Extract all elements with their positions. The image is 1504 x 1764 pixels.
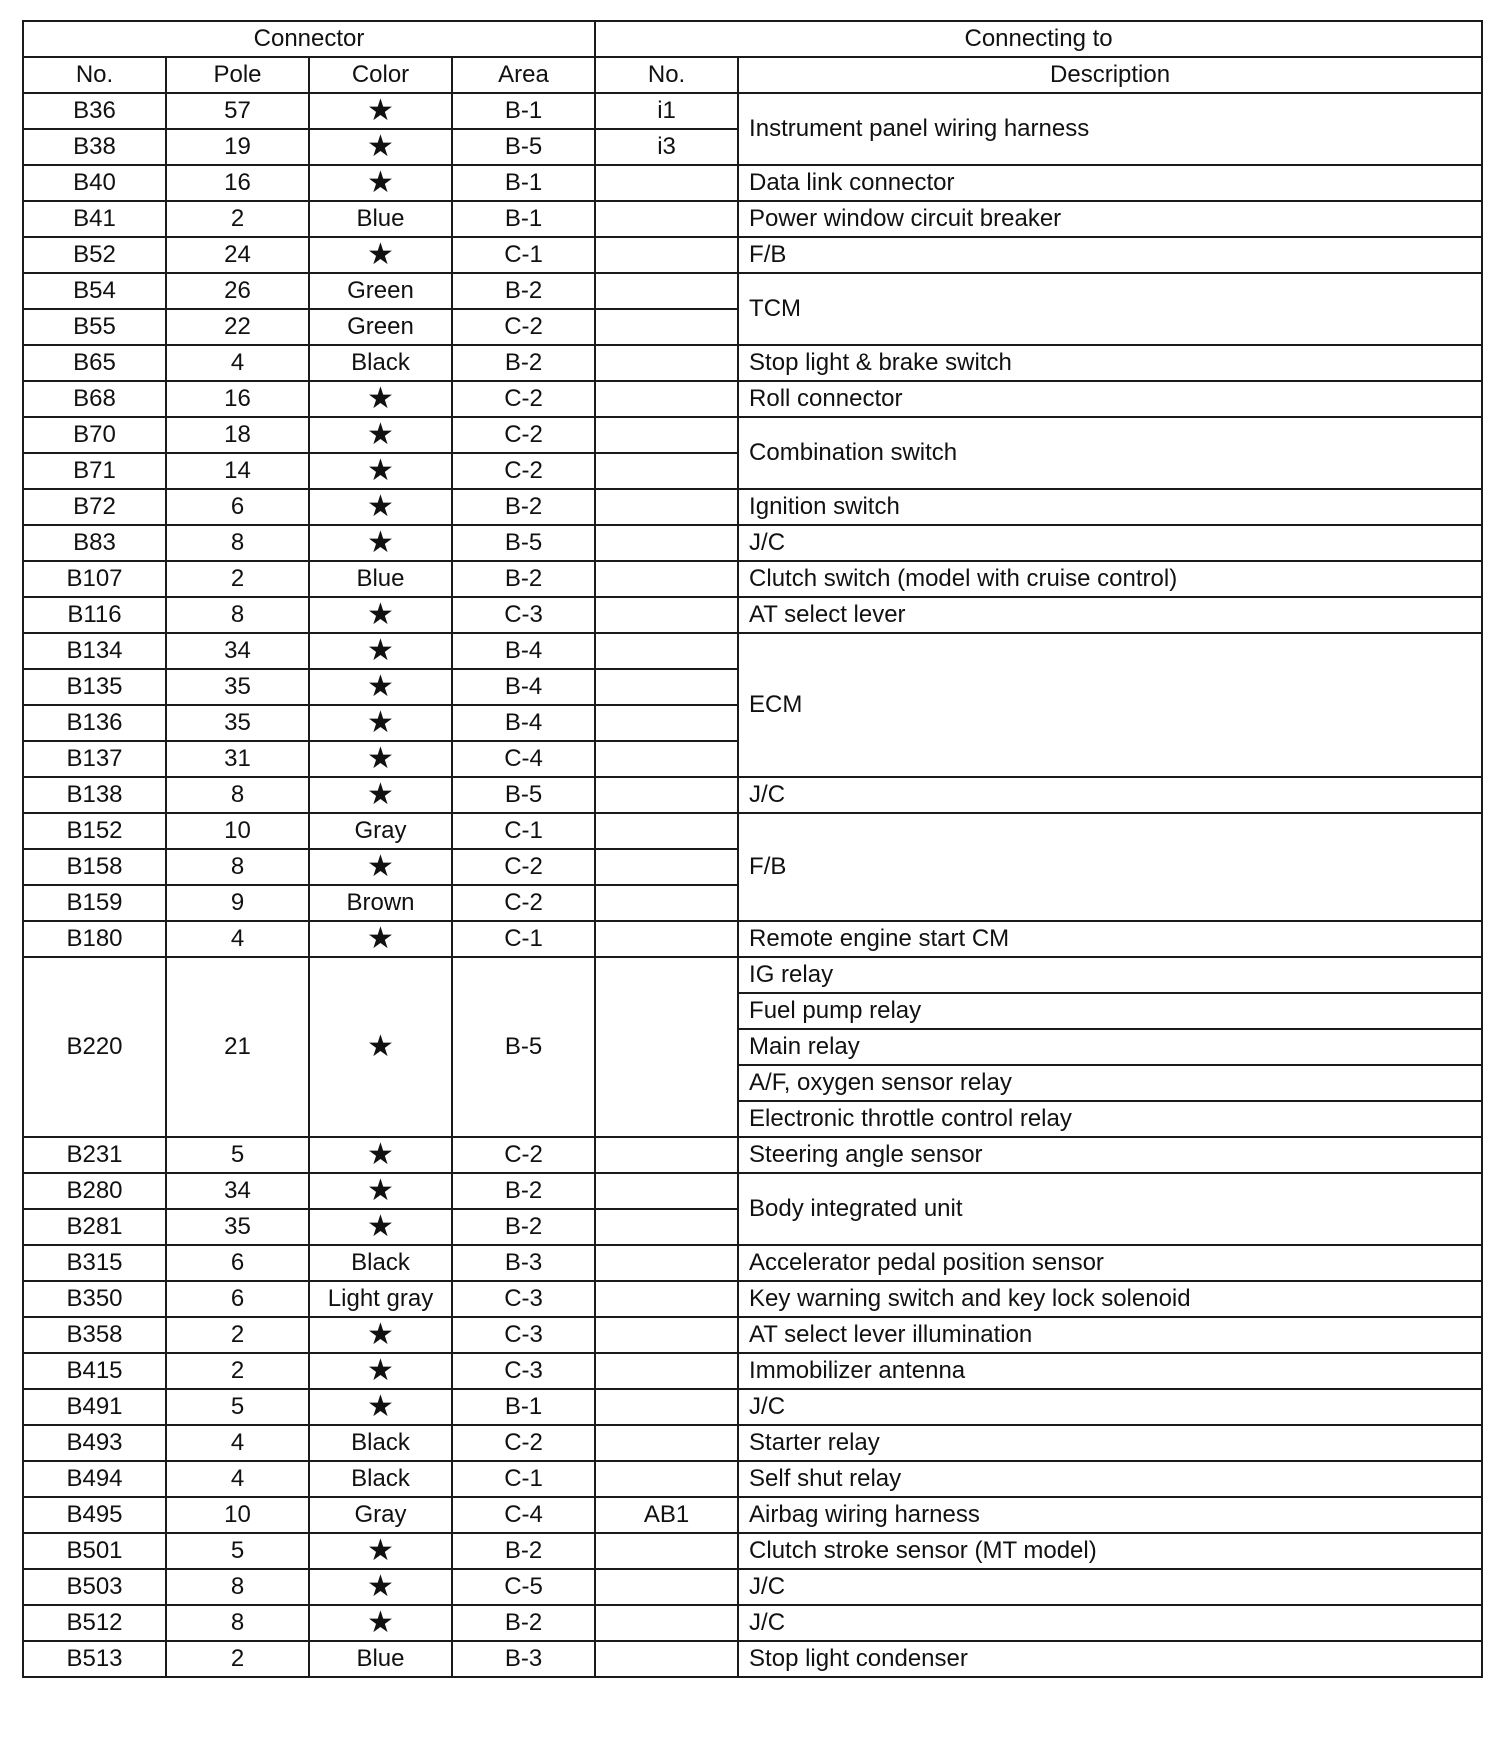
table-row — [23, 921, 1482, 957]
cell-connecting-no — [595, 813, 738, 849]
cell-pole: 10 — [166, 813, 309, 849]
cell-connecting-no — [595, 741, 738, 777]
cell-connector-no: B159 — [23, 885, 166, 921]
cell-description: Combination switch — [738, 417, 1482, 489]
cell-connector-no: B220 — [23, 957, 166, 1137]
cell-connecting-no — [595, 921, 738, 957]
table-row — [23, 1641, 1482, 1677]
star-icon: ★ — [309, 921, 452, 957]
cell-area: C-3 — [452, 1353, 595, 1389]
cell-description: Roll connector — [738, 381, 1482, 417]
cell-connecting-no — [595, 1137, 738, 1173]
table-row — [23, 633, 1482, 669]
cell-connecting-no — [595, 561, 738, 597]
table-row — [23, 1533, 1482, 1569]
cell-area: B-2 — [452, 1533, 595, 1569]
cell-description: Ignition switch — [738, 489, 1482, 525]
cell-connecting-no — [595, 1461, 738, 1497]
star-icon: ★ — [309, 237, 452, 273]
cell-connecting-no — [595, 525, 738, 561]
cell-pole: 8 — [166, 777, 309, 813]
table-row — [23, 1569, 1482, 1605]
cell-area: B-4 — [452, 705, 595, 741]
cell-pole: 35 — [166, 1209, 309, 1245]
cell-connecting-no — [595, 1173, 738, 1209]
cell-pole: 8 — [166, 849, 309, 885]
cell-connector-no: B54 — [23, 273, 166, 309]
cell-connector-no: B493 — [23, 1425, 166, 1461]
cell-connector-no: B491 — [23, 1389, 166, 1425]
cell-pole: 5 — [166, 1137, 309, 1173]
cell-color: Black — [309, 1245, 452, 1281]
star-icon: ★ — [309, 741, 452, 777]
cell-description: Body integrated unit — [738, 1173, 1482, 1245]
cell-pole: 10 — [166, 1497, 309, 1533]
cell-color: Green — [309, 273, 452, 309]
cell-connecting-no — [595, 201, 738, 237]
cell-connector-no: B350 — [23, 1281, 166, 1317]
star-icon: ★ — [309, 165, 452, 201]
cell-area: B-2 — [452, 273, 595, 309]
cell-pole: 8 — [166, 525, 309, 561]
cell-connecting-no — [595, 1389, 738, 1425]
cell-description: J/C — [738, 525, 1482, 561]
cell-pole: 4 — [166, 1425, 309, 1461]
cell-description: IG relay — [738, 957, 1482, 993]
cell-color: Blue — [309, 1641, 452, 1677]
cell-connecting-no — [595, 705, 738, 741]
cell-connecting-no — [595, 237, 738, 273]
cell-connecting-no: AB1 — [595, 1497, 738, 1533]
cell-description: F/B — [738, 237, 1482, 273]
cell-pole: 2 — [166, 1317, 309, 1353]
table-row — [23, 165, 1482, 201]
cell-connector-no: B137 — [23, 741, 166, 777]
star-icon: ★ — [309, 1605, 452, 1641]
table-row — [23, 1245, 1482, 1281]
cell-connecting-no — [595, 1245, 738, 1281]
star-icon: ★ — [309, 849, 452, 885]
cell-pole: 2 — [166, 561, 309, 597]
cell-pole: 26 — [166, 273, 309, 309]
cell-connector-no: B70 — [23, 417, 166, 453]
header-group-row — [23, 21, 1482, 57]
star-icon: ★ — [309, 489, 452, 525]
connector-table-wrapper — [22, 20, 1481, 1678]
cell-area: B-1 — [452, 93, 595, 129]
star-icon: ★ — [309, 1317, 452, 1353]
cell-description: J/C — [738, 777, 1482, 813]
cell-pole: 19 — [166, 129, 309, 165]
cell-connecting-no — [595, 381, 738, 417]
cell-area: C-3 — [452, 1317, 595, 1353]
cell-color: Light gray — [309, 1281, 452, 1317]
cell-description: TCM — [738, 273, 1482, 345]
star-icon: ★ — [309, 1209, 452, 1245]
table-row — [23, 1173, 1482, 1209]
cell-area: C-2 — [452, 309, 595, 345]
table-row — [23, 201, 1482, 237]
col-header-connecting-no: No. — [595, 57, 738, 93]
cell-area: B-1 — [452, 201, 595, 237]
cell-color: Black — [309, 1425, 452, 1461]
table-row — [23, 777, 1482, 813]
cell-connector-no: B280 — [23, 1173, 166, 1209]
cell-description: Clutch switch (model with cruise control) — [738, 561, 1482, 597]
cell-pole: 4 — [166, 345, 309, 381]
cell-pole: 16 — [166, 381, 309, 417]
cell-pole: 2 — [166, 201, 309, 237]
cell-connecting-no: i3 — [595, 129, 738, 165]
cell-area: B-1 — [452, 1389, 595, 1425]
cell-connector-no: B512 — [23, 1605, 166, 1641]
star-icon: ★ — [309, 1533, 452, 1569]
cell-connector-no: B55 — [23, 309, 166, 345]
cell-color: Gray — [309, 813, 452, 849]
cell-pole: 4 — [166, 1461, 309, 1497]
table-row — [23, 345, 1482, 381]
table-row — [23, 1353, 1482, 1389]
col-header-color: Color — [309, 57, 452, 93]
cell-description: Power window circuit breaker — [738, 201, 1482, 237]
star-icon: ★ — [309, 1173, 452, 1209]
cell-connector-no: B494 — [23, 1461, 166, 1497]
cell-connecting-no — [595, 1317, 738, 1353]
cell-connector-no: B315 — [23, 1245, 166, 1281]
star-icon: ★ — [309, 1569, 452, 1605]
cell-description: Key warning switch and key lock solenoid — [738, 1281, 1482, 1317]
table-row — [23, 93, 1482, 129]
cell-description: J/C — [738, 1569, 1482, 1605]
cell-description: Immobilizer antenna — [738, 1353, 1482, 1389]
cell-area: C-2 — [452, 417, 595, 453]
star-icon: ★ — [309, 417, 452, 453]
cell-description: Fuel pump relay — [738, 993, 1482, 1029]
cell-connecting-no — [595, 489, 738, 525]
table-row — [23, 1389, 1482, 1425]
connector-table — [22, 20, 1483, 1678]
cell-description: Stop light condenser — [738, 1641, 1482, 1677]
col-header-description: Description — [738, 57, 1482, 93]
cell-connector-no: B152 — [23, 813, 166, 849]
cell-connector-no: B83 — [23, 525, 166, 561]
cell-area: C-1 — [452, 1461, 595, 1497]
cell-connecting-no — [595, 957, 738, 1137]
cell-pole: 8 — [166, 1569, 309, 1605]
cell-area: C-2 — [452, 849, 595, 885]
cell-connecting-no — [595, 1209, 738, 1245]
table-row — [23, 1461, 1482, 1497]
cell-connecting-no: i1 — [595, 93, 738, 129]
cell-area: B-2 — [452, 1209, 595, 1245]
cell-connecting-no — [595, 1605, 738, 1641]
cell-connecting-no — [595, 453, 738, 489]
cell-area: B-2 — [452, 345, 595, 381]
star-icon: ★ — [309, 633, 452, 669]
cell-description: Steering angle sensor — [738, 1137, 1482, 1173]
cell-area: B-2 — [452, 1605, 595, 1641]
cell-description: Stop light & brake switch — [738, 345, 1482, 381]
cell-connecting-no — [595, 1641, 738, 1677]
cell-pole: 6 — [166, 1245, 309, 1281]
cell-color: Blue — [309, 201, 452, 237]
star-icon: ★ — [309, 777, 452, 813]
cell-connecting-no — [595, 849, 738, 885]
cell-connecting-no — [595, 309, 738, 345]
star-icon: ★ — [309, 1389, 452, 1425]
cell-connecting-no — [595, 777, 738, 813]
connecting-to-group-header: Connecting to — [595, 21, 1482, 57]
cell-area: B-5 — [452, 777, 595, 813]
cell-area: C-5 — [452, 1569, 595, 1605]
cell-pole: 35 — [166, 705, 309, 741]
star-icon: ★ — [309, 957, 452, 1137]
cell-description: Electronic throttle control relay — [738, 1101, 1482, 1137]
cell-area: C-1 — [452, 921, 595, 957]
cell-pole: 34 — [166, 1173, 309, 1209]
cell-area: B-5 — [452, 957, 595, 1137]
cell-pole: 5 — [166, 1389, 309, 1425]
cell-pole: 24 — [166, 237, 309, 273]
cell-connecting-no — [595, 273, 738, 309]
cell-description: Data link connector — [738, 165, 1482, 201]
star-icon: ★ — [309, 1137, 452, 1173]
cell-description: J/C — [738, 1605, 1482, 1641]
star-icon: ★ — [309, 1353, 452, 1389]
cell-area: C-3 — [452, 1281, 595, 1317]
cell-description: Main relay — [738, 1029, 1482, 1065]
col-header-no: No. — [23, 57, 166, 93]
cell-description: Accelerator pedal position sensor — [738, 1245, 1482, 1281]
cell-area: B-3 — [452, 1245, 595, 1281]
cell-area: C-2 — [452, 453, 595, 489]
cell-pole: 34 — [166, 633, 309, 669]
connector-group-header: Connector — [23, 21, 595, 57]
star-icon: ★ — [309, 597, 452, 633]
table-row — [23, 237, 1482, 273]
cell-connecting-no — [595, 885, 738, 921]
cell-connector-no: B52 — [23, 237, 166, 273]
cell-connecting-no — [595, 165, 738, 201]
cell-description: AT select lever illumination — [738, 1317, 1482, 1353]
cell-pole: 14 — [166, 453, 309, 489]
table-row — [23, 1497, 1482, 1533]
cell-area: C-2 — [452, 1425, 595, 1461]
table-row — [23, 1317, 1482, 1353]
cell-area: B-3 — [452, 1641, 595, 1677]
cell-connector-no: B68 — [23, 381, 166, 417]
cell-area: B-1 — [452, 165, 595, 201]
table-row — [23, 273, 1482, 309]
cell-area: C-3 — [452, 597, 595, 633]
col-header-pole: Pole — [166, 57, 309, 93]
star-icon: ★ — [309, 93, 452, 129]
cell-pole: 2 — [166, 1353, 309, 1389]
cell-connecting-no — [595, 345, 738, 381]
cell-area: B-4 — [452, 669, 595, 705]
cell-connecting-no — [595, 669, 738, 705]
cell-description: Self shut relay — [738, 1461, 1482, 1497]
cell-pole: 9 — [166, 885, 309, 921]
cell-area: B-5 — [452, 129, 595, 165]
cell-area: C-2 — [452, 885, 595, 921]
star-icon: ★ — [309, 669, 452, 705]
cell-area: B-2 — [452, 1173, 595, 1209]
table-body — [23, 93, 1482, 1677]
table-row — [23, 1281, 1482, 1317]
table-row — [23, 417, 1482, 453]
cell-connecting-no — [595, 1281, 738, 1317]
header-column-row — [23, 57, 1482, 93]
cell-description: Remote engine start CM — [738, 921, 1482, 957]
star-icon: ★ — [309, 381, 452, 417]
star-icon: ★ — [309, 705, 452, 741]
table-row — [23, 813, 1482, 849]
table-row — [23, 381, 1482, 417]
cell-area: C-4 — [452, 1497, 595, 1533]
cell-description: F/B — [738, 813, 1482, 921]
cell-connector-no: B358 — [23, 1317, 166, 1353]
star-icon: ★ — [309, 453, 452, 489]
cell-pole: 16 — [166, 165, 309, 201]
cell-pole: 18 — [166, 417, 309, 453]
cell-connector-no: B40 — [23, 165, 166, 201]
cell-connector-no: B281 — [23, 1209, 166, 1245]
table-row — [23, 597, 1482, 633]
cell-area: B-2 — [452, 489, 595, 525]
cell-pole: 6 — [166, 489, 309, 525]
cell-description: Starter relay — [738, 1425, 1482, 1461]
cell-color: Green — [309, 309, 452, 345]
cell-connecting-no — [595, 633, 738, 669]
cell-color: Blue — [309, 561, 452, 597]
cell-area: C-4 — [452, 741, 595, 777]
cell-color: Black — [309, 345, 452, 381]
table-row — [23, 489, 1482, 525]
cell-pole: 8 — [166, 1605, 309, 1641]
cell-pole: 35 — [166, 669, 309, 705]
cell-pole: 22 — [166, 309, 309, 345]
cell-pole: 31 — [166, 741, 309, 777]
cell-connecting-no — [595, 417, 738, 453]
cell-description: ECM — [738, 633, 1482, 777]
cell-color: Brown — [309, 885, 452, 921]
cell-connector-no: B503 — [23, 1569, 166, 1605]
cell-connector-no: B72 — [23, 489, 166, 525]
cell-pole: 57 — [166, 93, 309, 129]
cell-area: B-2 — [452, 561, 595, 597]
table-row — [23, 561, 1482, 597]
cell-connecting-no — [595, 597, 738, 633]
cell-connecting-no — [595, 1533, 738, 1569]
cell-connecting-no — [595, 1569, 738, 1605]
cell-description: Airbag wiring harness — [738, 1497, 1482, 1533]
cell-description: AT select lever — [738, 597, 1482, 633]
cell-connector-no: B495 — [23, 1497, 166, 1533]
cell-description: J/C — [738, 1389, 1482, 1425]
table-row — [23, 957, 1482, 993]
cell-area: B-5 — [452, 525, 595, 561]
cell-connector-no: B180 — [23, 921, 166, 957]
table-row — [23, 525, 1482, 561]
cell-color: Gray — [309, 1497, 452, 1533]
cell-connector-no: B116 — [23, 597, 166, 633]
cell-color: Black — [309, 1461, 452, 1497]
cell-area: C-1 — [452, 237, 595, 273]
cell-connector-no: B415 — [23, 1353, 166, 1389]
cell-description: A/F, oxygen sensor relay — [738, 1065, 1482, 1101]
cell-description: Clutch stroke sensor (MT model) — [738, 1533, 1482, 1569]
table-row — [23, 1425, 1482, 1461]
cell-pole: 21 — [166, 957, 309, 1137]
cell-connector-no: B158 — [23, 849, 166, 885]
cell-connector-no: B138 — [23, 777, 166, 813]
cell-connector-no: B41 — [23, 201, 166, 237]
cell-connector-no: B38 — [23, 129, 166, 165]
cell-pole: 4 — [166, 921, 309, 957]
cell-pole: 5 — [166, 1533, 309, 1569]
cell-connector-no: B107 — [23, 561, 166, 597]
cell-connector-no: B231 — [23, 1137, 166, 1173]
cell-pole: 6 — [166, 1281, 309, 1317]
cell-pole: 8 — [166, 597, 309, 633]
cell-connector-no: B136 — [23, 705, 166, 741]
cell-connector-no: B36 — [23, 93, 166, 129]
col-header-area: Area — [452, 57, 595, 93]
star-icon: ★ — [309, 525, 452, 561]
cell-connecting-no — [595, 1425, 738, 1461]
cell-connector-no: B501 — [23, 1533, 166, 1569]
cell-area: C-2 — [452, 1137, 595, 1173]
cell-description: Instrument panel wiring harness — [738, 93, 1482, 165]
table-row — [23, 1605, 1482, 1641]
star-icon: ★ — [309, 129, 452, 165]
cell-connector-no: B71 — [23, 453, 166, 489]
cell-connector-no: B513 — [23, 1641, 166, 1677]
cell-area: C-2 — [452, 381, 595, 417]
cell-connector-no: B134 — [23, 633, 166, 669]
cell-connector-no: B135 — [23, 669, 166, 705]
cell-connector-no: B65 — [23, 345, 166, 381]
cell-connecting-no — [595, 1353, 738, 1389]
cell-pole: 2 — [166, 1641, 309, 1677]
cell-area: B-4 — [452, 633, 595, 669]
cell-area: C-1 — [452, 813, 595, 849]
table-row — [23, 1137, 1482, 1173]
